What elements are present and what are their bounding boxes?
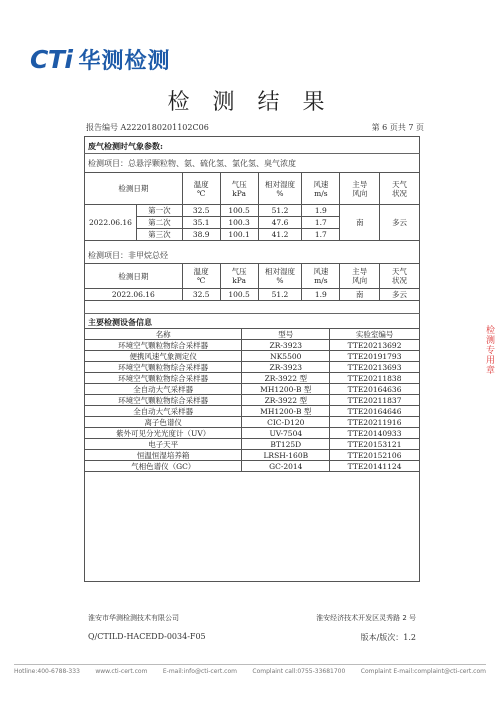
header-condition: 天气 状况 bbox=[380, 264, 420, 289]
seal-stamp: 检测专用章 bbox=[484, 325, 494, 375]
table-row bbox=[85, 351, 420, 362]
equipment-model-cell: MH1200-B 型 bbox=[242, 406, 330, 417]
wind-cell: 1.7 bbox=[302, 217, 340, 229]
temp-cell: 32.5 bbox=[182, 205, 220, 217]
complaint-email: Complaint E-mail:complaint@cti-cert.com bbox=[360, 668, 486, 675]
pressure-cell: 100.1 bbox=[220, 229, 258, 241]
logo-brand: CTi bbox=[30, 44, 73, 74]
table-row bbox=[85, 417, 420, 428]
table-row bbox=[85, 395, 420, 406]
table-row bbox=[85, 450, 420, 461]
period-cell: 第一次 bbox=[136, 205, 182, 217]
page-title: 检 测 结 果 bbox=[167, 90, 333, 115]
equipment-id-cell: TTE20191793 bbox=[330, 351, 420, 362]
document-code: Q/CTILD-HACEDD-0034-F05 bbox=[88, 632, 206, 641]
table-row bbox=[85, 439, 420, 450]
equipment-model-cell: BT125D bbox=[242, 439, 330, 450]
header-direction: 主导 风向 bbox=[340, 173, 380, 205]
equipment-model-cell: NK5500 bbox=[242, 351, 330, 362]
report-number: 报告编号 A2220180201102C06 bbox=[86, 123, 209, 132]
contact-bar bbox=[14, 668, 486, 675]
header-humidity: 相对湿度 % bbox=[258, 173, 302, 205]
table-row bbox=[85, 428, 420, 439]
humidity-cell: 47.6 bbox=[258, 217, 302, 229]
wind-cell: 1.9 bbox=[302, 289, 340, 301]
condition-cell: 多云 bbox=[380, 289, 420, 301]
equipment-model-cell: ZR-3923 bbox=[242, 362, 330, 373]
equipment-model-cell: CIC-D120 bbox=[242, 417, 330, 428]
logo-name-cn: 华测检测 bbox=[78, 48, 171, 74]
equipment-model-cell: MH1200-B 型 bbox=[242, 384, 330, 395]
divider bbox=[84, 153, 420, 154]
header-date: 检测日期 bbox=[85, 264, 183, 289]
equipment-name-cell: 全自动大气采样器 bbox=[85, 406, 242, 417]
date-cell: 2022.06.16 bbox=[85, 289, 183, 301]
equipment-name-cell: 环境空气颗粒物综合采样器 bbox=[85, 340, 242, 351]
company-address: 淮安经济技术开发区灵秀路 2 号 bbox=[316, 614, 416, 622]
equipment-name-cell: 电子天平 bbox=[85, 439, 242, 450]
equipment-id-cell: TTE20211838 bbox=[330, 373, 420, 384]
company-name: 淮安市华测检测技术有限公司 bbox=[88, 614, 179, 622]
header-model: 型号 bbox=[242, 329, 330, 340]
website: www.cti-cert.com bbox=[95, 668, 148, 675]
table-row bbox=[85, 406, 420, 417]
table-row bbox=[85, 340, 420, 351]
equipment-name-cell: 恒温恒湿培养箱 bbox=[85, 450, 242, 461]
header-temp: 温度 ℃ bbox=[182, 173, 220, 205]
weather-table-2 bbox=[84, 263, 420, 301]
equipment-id-cell: TTE20153121 bbox=[330, 439, 420, 450]
header-condition: 天气 状况 bbox=[380, 173, 420, 205]
equipment-name-cell: 环境空气颗粒物综合采样器 bbox=[85, 395, 242, 406]
weather-item1-label: 检测项目：总悬浮颗粒物、氨、硫化氢、氯化氢、臭气浓度 bbox=[88, 159, 296, 168]
weather-table-1 bbox=[84, 172, 420, 241]
version-label: 版本/版次：1.2 bbox=[360, 633, 416, 642]
equipment-model-cell: ZR-3923 bbox=[242, 340, 330, 351]
wind-cell: 1.9 bbox=[302, 205, 340, 217]
header-direction: 主导 风向 bbox=[340, 264, 380, 289]
equipment-model-cell: ZR-3922 型 bbox=[242, 395, 330, 406]
direction-cell: 南 bbox=[340, 289, 380, 301]
equipment-model-cell: UV-7504 bbox=[242, 428, 330, 439]
header-humidity: 相对湿度 % bbox=[258, 264, 302, 289]
header-temp: 温度 ℃ bbox=[182, 264, 220, 289]
weather-section-title: 废气检测时气象参数: bbox=[88, 141, 163, 151]
temp-cell: 38.9 bbox=[182, 229, 220, 241]
pressure-cell: 100.5 bbox=[220, 205, 258, 217]
equipment-id-cell: TTE20140933 bbox=[330, 428, 420, 439]
weather-header-row bbox=[85, 173, 420, 205]
equipment-model-cell: LRSH-160B bbox=[242, 450, 330, 461]
temp-cell: 35.1 bbox=[182, 217, 220, 229]
table-row bbox=[85, 362, 420, 373]
table-row bbox=[85, 461, 420, 472]
header-wind: 风速 m/s bbox=[302, 264, 340, 289]
equipment-name-cell: 便携风速气象测定仪 bbox=[85, 351, 242, 362]
equipment-name-cell: 离子色谱仪 bbox=[85, 417, 242, 428]
header-name: 名称 bbox=[85, 329, 242, 340]
company-logo bbox=[30, 44, 171, 74]
equipment-name-cell: 全自动大气采样器 bbox=[85, 384, 242, 395]
equipment-id-cell: TTE20164636 bbox=[330, 384, 420, 395]
equipment-id-cell: TTE20152106 bbox=[330, 450, 420, 461]
equipment-name-cell: 环境空气颗粒物综合采样器 bbox=[85, 362, 242, 373]
pressure-cell: 100.3 bbox=[220, 217, 258, 229]
divider bbox=[84, 313, 420, 314]
page-number: 第 6 页共 7 页 bbox=[371, 123, 424, 132]
header-wind: 风速 m/s bbox=[302, 173, 340, 205]
equipment-id-cell: TTE20213693 bbox=[330, 362, 420, 373]
pressure-cell: 100.5 bbox=[220, 289, 258, 301]
complaint-call: Complaint call:0755-33681700 bbox=[252, 668, 346, 675]
divider bbox=[14, 664, 486, 665]
equipment-model-cell: ZR-3922 型 bbox=[242, 373, 330, 384]
equipment-name-cell: 气相色谱仪（GC） bbox=[85, 461, 242, 472]
equipment-section-title: 主要检测设备信息 bbox=[88, 317, 152, 327]
header-pressure: 气压 kPa bbox=[220, 264, 258, 289]
humidity-cell: 51.2 bbox=[258, 289, 302, 301]
header-lab-id: 实验室编号 bbox=[330, 329, 420, 340]
equipment-id-cell: TTE20211916 bbox=[330, 417, 420, 428]
period-cell: 第三次 bbox=[136, 229, 182, 241]
weather-item2-label: 检测项目：非甲烷总烃 bbox=[88, 251, 168, 260]
header-date: 检测日期 bbox=[85, 173, 183, 205]
email: E-mail:info@cti-cert.com bbox=[162, 668, 237, 675]
table-row bbox=[85, 384, 420, 395]
equipment-id-cell: TTE20211837 bbox=[330, 395, 420, 406]
wind-cell: 1.7 bbox=[302, 229, 340, 241]
equipment-id-cell: TTE20164646 bbox=[330, 406, 420, 417]
humidity-cell: 51.2 bbox=[258, 205, 302, 217]
direction-cell: 南 bbox=[340, 205, 380, 241]
hotline: Hotline:400-6788-333 bbox=[14, 668, 80, 675]
equipment-model-cell: GC-2014 bbox=[242, 461, 330, 472]
equipment-name-cell: 紫外可见分光光度计（UV） bbox=[85, 428, 242, 439]
date-cell: 2022.06.16 bbox=[85, 205, 137, 241]
equipment-header-row bbox=[85, 329, 420, 340]
period-cell: 第二次 bbox=[136, 217, 182, 229]
weather-header-row bbox=[85, 264, 420, 289]
header-pressure: 气压 kPa bbox=[220, 173, 258, 205]
equipment-id-cell: TTE20141124 bbox=[330, 461, 420, 472]
table-row bbox=[85, 289, 420, 301]
equipment-table bbox=[84, 328, 420, 472]
condition-cell: 多云 bbox=[380, 205, 420, 241]
equipment-name-cell: 环境空气颗粒物综合采样器 bbox=[85, 373, 242, 384]
humidity-cell: 41.2 bbox=[258, 229, 302, 241]
table-row bbox=[85, 373, 420, 384]
table-row bbox=[85, 205, 420, 217]
temp-cell: 32.5 bbox=[182, 289, 220, 301]
equipment-id-cell: TTE20213692 bbox=[330, 340, 420, 351]
